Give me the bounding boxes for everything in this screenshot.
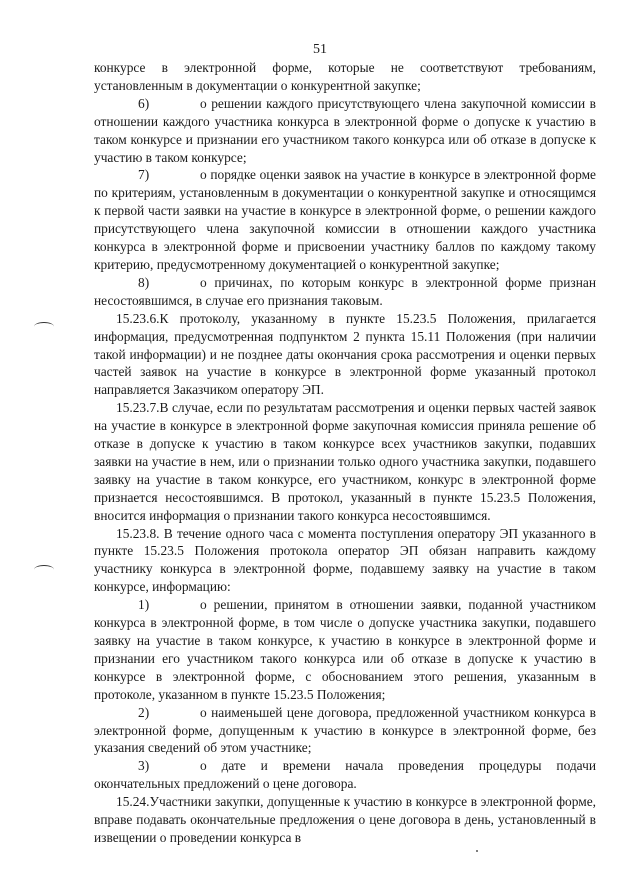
page-number: 51 (313, 42, 327, 57)
list-item-3 (94, 757, 596, 793)
scan-speck (476, 850, 478, 852)
clause-15-24: 15.24.Участники закупки, допущенные к участию в конкурсе в электронной форме, вправе подавать окончательные предложения о цене договора в день, установленный в извещении о проведении конкурса в (94, 794, 596, 845)
list-item-text: о решении каждого присутствующего члена закупочной комиссии в отношении каждого участника конкурса в электронной форме о допуске к участию в таком конкурсе и признании его участником такого конкурса или об отказе в допуске к участию в таком конкурсе; (94, 95, 596, 165)
list-item-8 (94, 274, 596, 310)
list-item-6 (94, 95, 596, 167)
list-item-number: 2) (138, 704, 150, 720)
list-item-text: о дате и времени начала проведения процедуры подачи окончательных предложений о цене договора. (94, 758, 596, 792)
list-item-2 (94, 704, 596, 758)
list-item-number: 1) (138, 597, 150, 613)
clause-15-23-8: 15.23.8. В течение одного часа с момента поступления оператору ЭП указанного в пункте 15.23.5 Положения протокола оператор ЭП обязан направить каждому участнику конкурса в электронной форме, подавшему заявку на участие в таком конкурсе, информацию: (94, 525, 596, 595)
list-item-text: о порядке оценки заявок на участие в конкурсе в электронной форме по критериям, установленным в документации о конкурентной закупке и относящимся к первой части заявки на участие в конкурсе в электронной форме, о решении каждого присутствующего члена закупочной комиссии в отношении каждого участника конкурса в электронной форме и присвоении участнику баллов по каждому такому критерию, предусмотренному документацией о конкурентной закупке; (94, 167, 596, 272)
document-text (94, 59, 596, 847)
list-item-number: 7) (138, 167, 150, 183)
clause-15-23-6: 15.23.6.К протоколу, указанному в пункте 15.23.5 Положения, прилагается информация, предусмотренная подпунктом 2 пункта 15.11 Положения (при наличии такой информации) и не позднее даты окончания срока рассмотрения и оценки первых частей заявок на участие в конкурсе в электронной форме указанный протокол направляется Заказчиком оператору ЭП. (94, 310, 596, 398)
list-item-number: 8) (138, 274, 150, 290)
margin-pencil-mark (34, 322, 54, 331)
list-item-number: 6) (138, 95, 150, 111)
margin-pencil-mark (34, 565, 54, 574)
list-item-text: о наименьшей цене договора, предложенной участником конкурса в электронной форме, допущенным к участию в конкурсе в электронной форме, без указания сведений об этом участнике; (94, 704, 596, 756)
paragraph-continuation: конкурсе в электронной форме, которые не соответствуют требованиям, установленным в документации о конкурентной закупке; (94, 60, 596, 93)
list-item-1 (94, 596, 596, 703)
list-item-text: о решении, принятом в отношении заявки, поданной участником конкурса в электронной форме, в том числе о допуске участника закупки, подавшего заявку на участие в таком конкурсе, к участию в конкурсе в электронной форме и признании его участником такого конкурса или об отказе в допуске к участию в конкурсе в электронной форме, с обоснованием этого решения, указанным в протоколе, указанном в пункте 15.23.5 Положения; (94, 597, 596, 702)
clause-15-23-7: 15.23.7.В случае, если по результатам рассмотрения и оценки первых частей заявок на участие в конкурсе в электронной форме закупочная комиссия приняла решение об отказе в допуске к участию в таком конкурсе всех участников закупки, подавших заявки на участие в нем, или о признании только одного участника закупки, подавшего заявку на участие в таком конкурсе, его участником, конкурс в электронной форме признается несостоявшимся. В протокол, указанный в пункте 15.23.5 Положения, вносится информация о признании такого конкурса несостоявшимся. (94, 400, 596, 523)
list-item-number: 3) (138, 758, 150, 774)
list-item-7 (94, 166, 596, 273)
list-item-text: о причинах, по которым конкурс в электронной форме признан несостоявшимся, в случае его признания таковым. (94, 274, 596, 308)
